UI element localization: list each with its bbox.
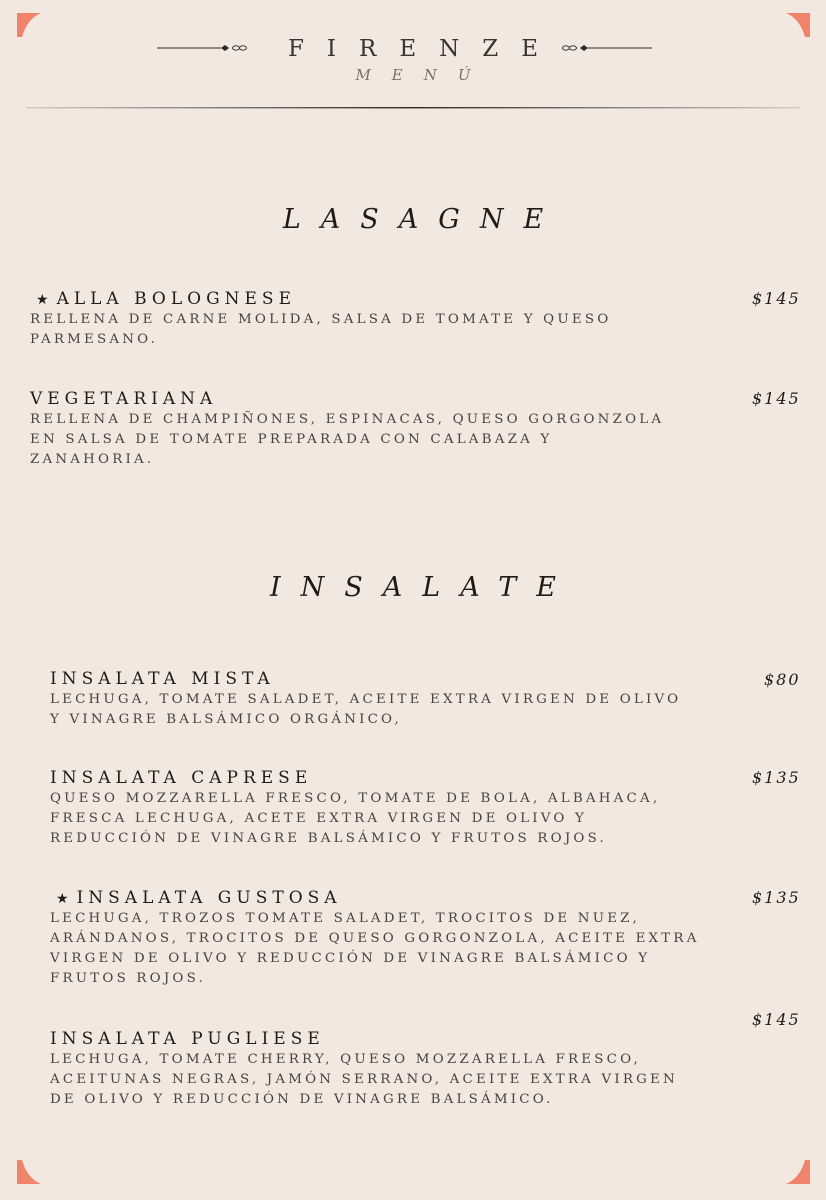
description-line: PARMESANO. xyxy=(30,332,159,347)
description-line: QUESO MOZZARELLA FRESCO, TOMATE DE BOLA, ALBAHACA, xyxy=(50,791,661,806)
star-icon: ★ xyxy=(56,891,69,907)
description-line: VIRGEN DE OLIVO Y REDUCCIÓN DE VINAGRE BALSÁMICO Y xyxy=(50,951,651,966)
menu-item-alla-bolognese xyxy=(36,288,736,311)
description-line: RELLENA DE CARNE MOLIDA, SALSA DE TOMATE Y QUESO xyxy=(30,312,612,327)
menu-item-insalata-gustosa xyxy=(56,887,756,910)
item-price: $145 xyxy=(752,389,801,408)
item-name: INSALATA MISTA xyxy=(50,669,275,689)
corner-ornament-bottom-right xyxy=(786,1160,810,1184)
item-price: $145 xyxy=(752,1010,801,1029)
item-price: $80 xyxy=(764,670,801,689)
description-line: RELLENA DE CHAMPIÑONES, ESPINACAS, QUESO GORGONZOLA xyxy=(30,412,665,427)
item-price: $135 xyxy=(752,768,801,787)
section-title-lasagne: LASAGNE xyxy=(282,204,564,235)
item-name: VEGETARIANA xyxy=(30,389,218,409)
description-line: LECHUGA, TROZOS TOMATE SALADET, TROCITOS DE NUEZ, xyxy=(50,911,640,926)
menu-item-insalata-pugliese xyxy=(50,1028,750,1110)
menu-item-insalata-caprese xyxy=(50,767,750,849)
description-line: ARÁNDANOS, TROCITOS DE QUESO GORGONZOLA, ACEITE EXTRA xyxy=(50,931,700,946)
menu-item-insalata-mista xyxy=(50,668,750,730)
description-line: FRESCA LECHUGA, ACETE EXTRA VIRGEN DE OLIVO Y xyxy=(50,811,588,826)
description-line: FRUTOS ROJOS. xyxy=(50,971,206,986)
item-price: $145 xyxy=(752,289,801,308)
description-line: REDUCCIÓN DE VINAGRE BALSÁMICO Y FRUTOS ROJOS. xyxy=(50,831,607,846)
description-line: DE OLIVO Y REDUCCIÓN DE VINAGRE BALSÁMICO. xyxy=(50,1092,554,1107)
description-line: Y VINAGRE BALSÁMICO ORGÁNICO, xyxy=(50,712,402,727)
item-price: $135 xyxy=(752,888,801,907)
item-name: INSALATA PUGLIESE xyxy=(50,1029,325,1049)
corner-ornament-bottom-left xyxy=(17,1160,41,1184)
description-line: LECHUGA, TOMATE CHERRY, QUESO MOZZARELLA FRESCO, xyxy=(50,1052,641,1067)
description-line: EN SALSA DE TOMATE PREPARADA CON CALABAZA Y xyxy=(30,432,553,447)
section-title-insalate: INSALATE xyxy=(270,572,576,603)
menu-item-vegetariana xyxy=(30,388,730,470)
description-line: ACEITUNAS NEGRAS, JAMÓN SERRANO, ACEITE EXTRA VIRGEN xyxy=(50,1072,678,1087)
menu-item-description xyxy=(50,909,750,989)
item-name: INSALATA CAPRESE xyxy=(50,768,313,788)
star-icon: ★ xyxy=(36,292,49,308)
description-line: ZANAHORIA. xyxy=(30,452,155,467)
menu-item-description xyxy=(30,310,730,350)
description-line: LECHUGA, TOMATE SALADET, ACEITE EXTRA VIRGEN DE OLIVO xyxy=(50,692,682,707)
menu-subtitle: MENÚ xyxy=(355,66,492,84)
menu-header xyxy=(0,30,826,90)
brand-name: FIRENZE xyxy=(287,36,562,62)
item-name: ALLA BOLOGNESE xyxy=(56,289,296,309)
item-name: INSALATA GUSTOSA xyxy=(76,888,342,908)
flourish-right-icon xyxy=(557,40,652,54)
header-divider xyxy=(26,107,800,109)
